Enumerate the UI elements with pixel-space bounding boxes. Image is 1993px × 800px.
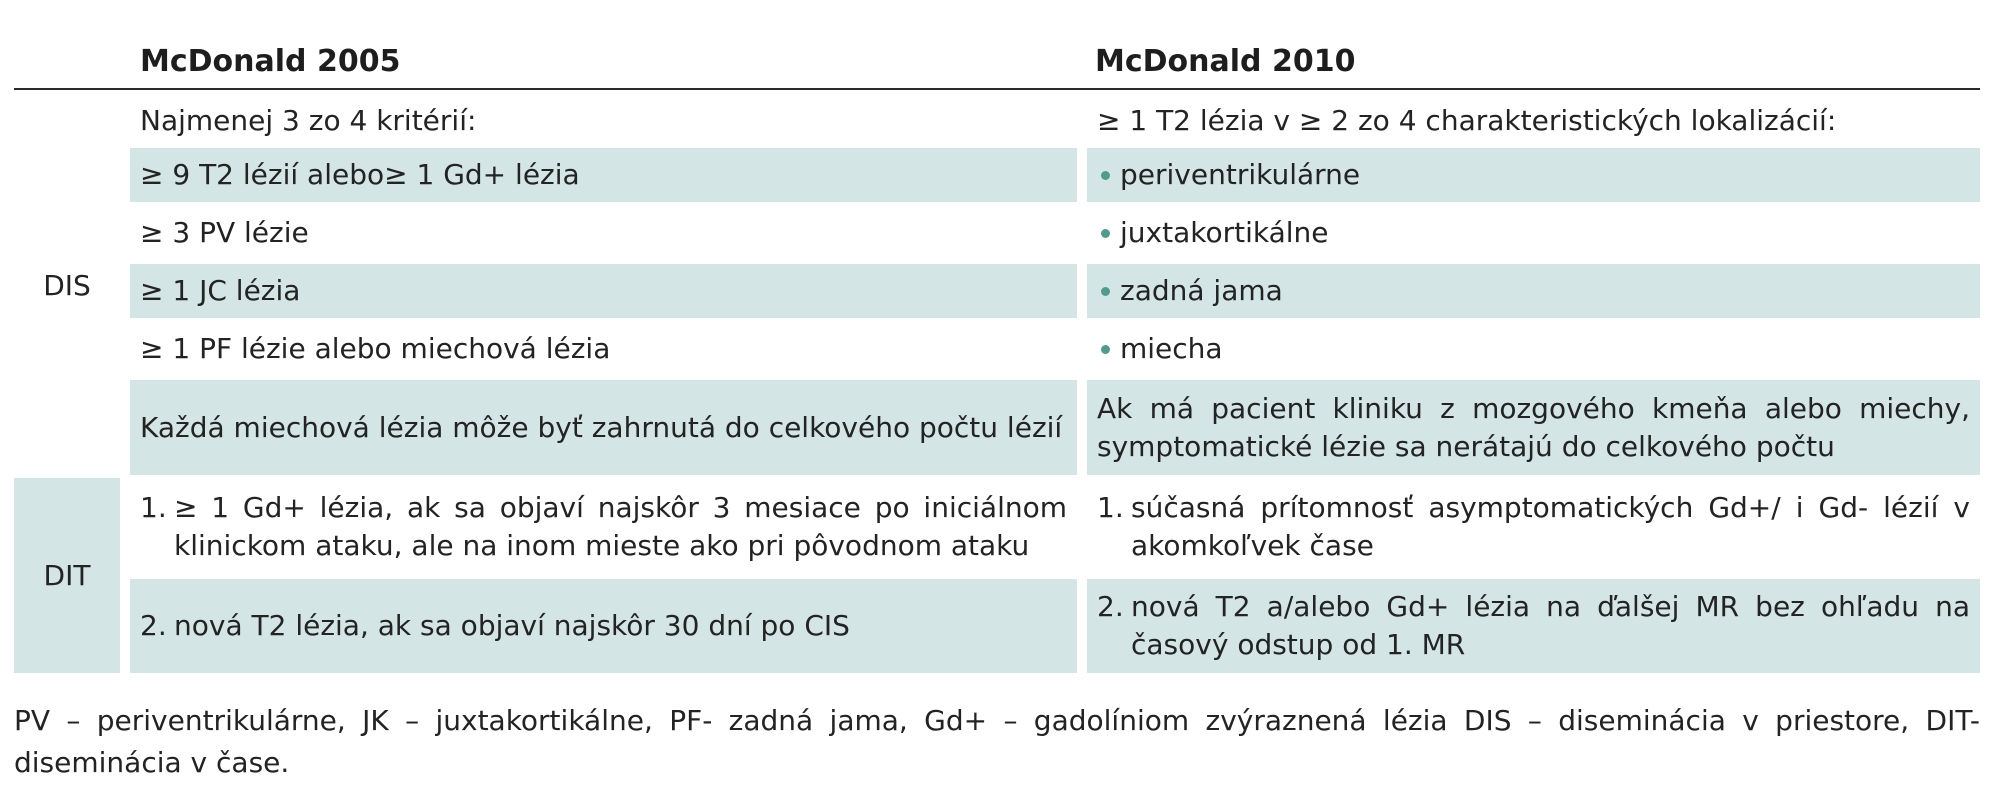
- dis-location-2010: [1087, 264, 1980, 318]
- dis-note-2005: Každá miechová lézia môže byť zahrnutá do celkového počtu lézií: [130, 380, 1077, 475]
- table-footnote: PV – periventrikulárne, JK – juxtakortikálne, PF- zadná jama, Gd+ – gadolíniom zvýraznená lézia DIS – diseminácia v priestore, DIT- diseminácia v čase.: [14, 704, 1980, 779]
- item-text: ≥ 1 Gd+ lézia, ak sa objaví najskôr 3 mesiace po iniciálnom klinickom ataku, ale na inom mieste ako pri pôvodnom ataku: [174, 491, 1067, 562]
- header-rule: [14, 88, 1980, 90]
- item-number: 2.: [140, 609, 167, 642]
- dis-note-2010-text: Ak má pacient kliniku z mozgového kmeňa alebo miechy, symptomatické lézie sa nerátajú do celkového počtu: [1097, 391, 1970, 463]
- dit-item-2005: [130, 579, 1077, 673]
- dis-intro-2005: Najmenej 3 zo 4 kritérií:: [140, 103, 477, 137]
- column-header-mcdonald-2010: McDonald 2010: [1095, 44, 1356, 79]
- dis-criterion-2005: ≥ 1 PF lézie alebo miechová lézia: [140, 332, 611, 365]
- dis-location-2010: [1087, 148, 1980, 202]
- dis-location-2010: [1087, 206, 1980, 260]
- dis-location-label: periventrikulárne: [1120, 158, 1361, 191]
- dis-intro-2010: ≥ 1 T2 lézia v ≥ 2 zo 4 charakteristických lokalizácií:: [1097, 103, 1837, 137]
- dit-item-2005: [130, 479, 1077, 575]
- item-number: 1.: [140, 491, 167, 524]
- item-text: súčasná prítomnosť asymptomatických Gd+/ i Gd- lézií v akomkoľvek čase: [1131, 491, 1970, 562]
- dis-location-label: zadná jama: [1120, 274, 1283, 307]
- dis-location-2010: [1087, 322, 1980, 376]
- dis-note-2010: [1087, 380, 1980, 475]
- bullet-icon: [1101, 171, 1110, 180]
- column-header-mcdonald-2005: McDonald 2005: [140, 44, 401, 79]
- row-label-dit: DIT: [14, 478, 120, 673]
- dis-criterion-2005: ≥ 3 PV lézie: [140, 216, 309, 249]
- item-text: nová T2 lézia, ak sa objaví najskôr 30 dní po CIS: [174, 609, 850, 642]
- bullet-icon: [1101, 287, 1110, 296]
- item-number: 1.: [1097, 491, 1124, 524]
- dis-location-label: juxtakortikálne: [1120, 216, 1329, 249]
- dis-criterion-2005: ≥ 9 T2 lézií alebo≥ 1 Gd+ lézia: [130, 148, 1077, 202]
- dis-location-label: miecha: [1120, 332, 1223, 365]
- row-label-dis: DIS: [43, 268, 91, 302]
- bullet-icon: [1101, 345, 1110, 354]
- item-number: 2.: [1097, 590, 1124, 623]
- dit-item-2010: [1087, 579, 1980, 673]
- bullet-icon: [1101, 229, 1110, 238]
- dit-item-2010: [1087, 479, 1980, 575]
- item-text: nová T2 a/alebo Gd+ lézia na ďalšej MR bez ohľadu na časový odstup od 1. MR: [1131, 590, 1970, 661]
- dis-criterion-2005: ≥ 1 JC lézia: [130, 264, 1077, 318]
